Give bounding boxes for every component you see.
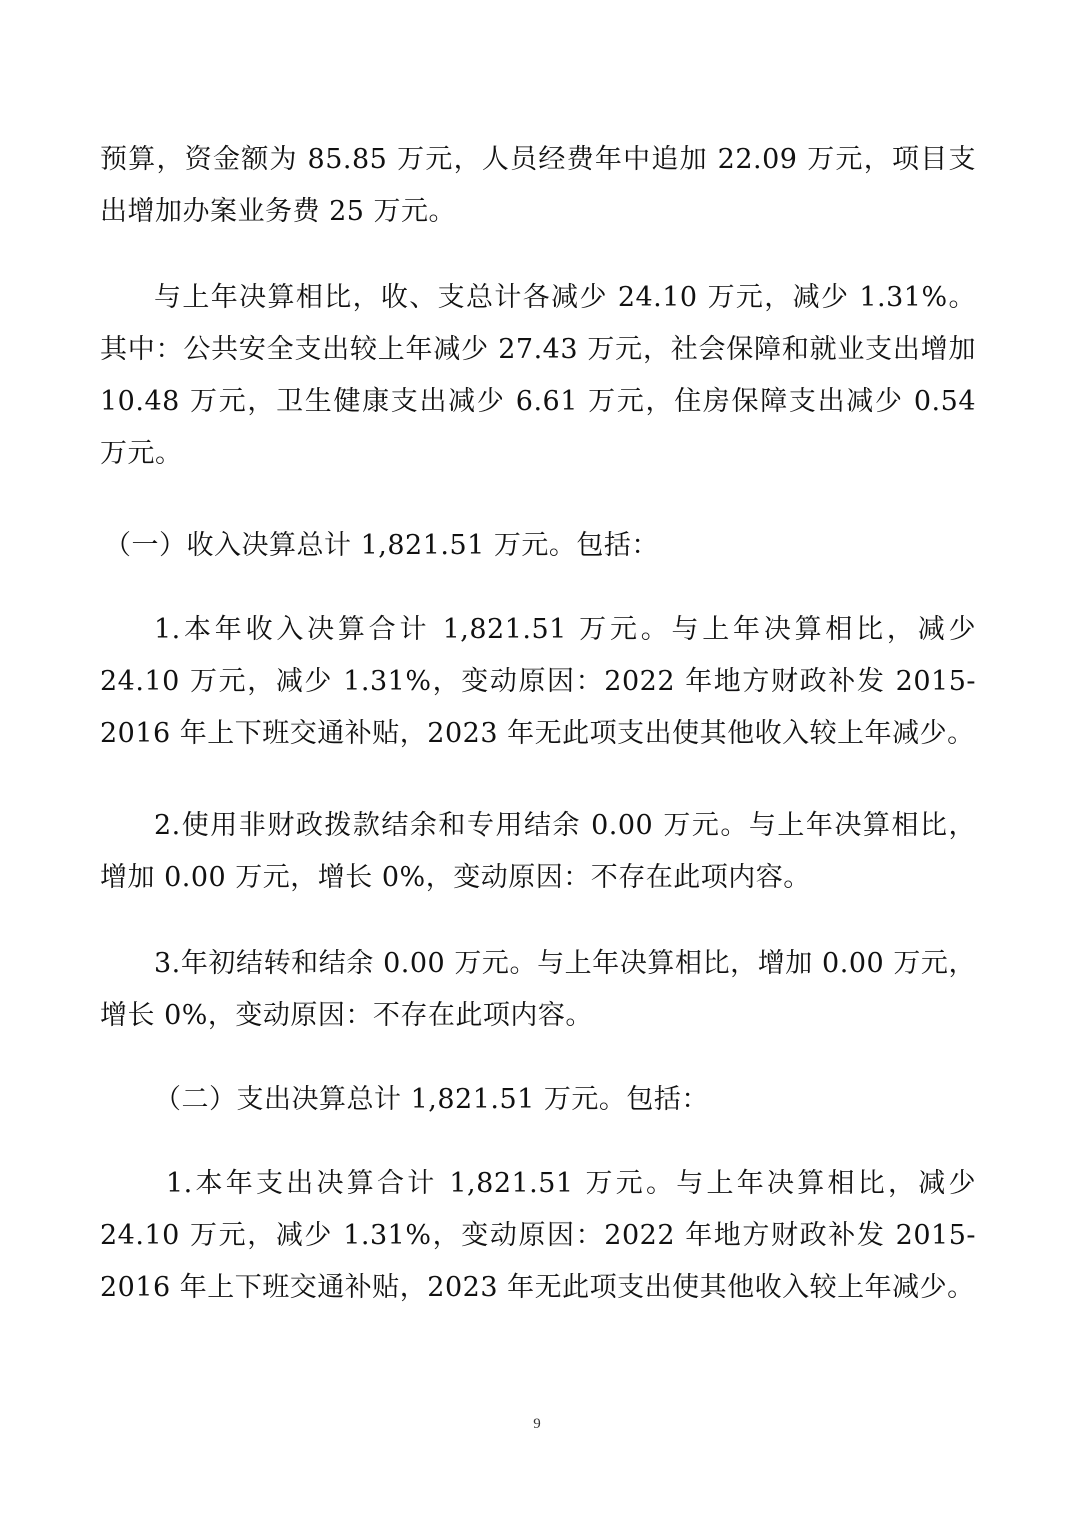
- page-number: 9: [533, 1416, 541, 1432]
- section-heading-income-total: （一）收入决算总计 1,821.51 万元。包括：: [104, 530, 659, 561]
- paragraph-carryover-balance: 3.年初结转和结余 0.00 万元。与上年决算相比，增加 0.00 万元，增长 0%，变动原因：不存在此项内容。: [100, 948, 976, 1031]
- paragraph-current-year-income: 1.本年收入决算合计 1,821.51 万元。与上年决算相比，减少 24.10 万元，减少 1.31%，变动原因：2022 年地方财政补发 2015-2016 年上下班交通补贴，2023 年无此项支出使其他收入较上年减少。: [100, 614, 976, 749]
- paragraph-non-fiscal-balance: 2.使用非财政拨款结余和专用结余 0.00 万元。与上年决算相比，增加 0.00 万元，增长 0%，变动原因：不存在此项内容。: [100, 810, 976, 893]
- paragraph-year-comparison: 与上年决算相比，收、支总计各减少 24.10 万元，减少 1.31%。其中：公共安全支出较上年减少 27.43 万元，社会保障和就业支出增加 10.48 万元，卫生健康支出减少 6.61 万元，住房保障支出减少 0.54 万元。: [100, 282, 976, 469]
- paragraph-budget-continuation: 预算，资金额为 85.85 万元，人员经费年中追加 22.09 万元，项目支出增加办案业务费 25 万元。: [100, 144, 976, 227]
- paragraph-current-year-expenditure: 1.本年支出决算合计 1,821.51 万元。与上年决算相比，减少 24.10 万元，减少 1.31%，变动原因：2022 年地方财政补发 2015-2016 年上下班交通补贴，2023 年无此项支出使其他收入较上年减少。: [100, 1168, 976, 1303]
- section-heading-expenditure-total: （二）支出决算总计 1,821.51 万元。包括：: [154, 1084, 709, 1115]
